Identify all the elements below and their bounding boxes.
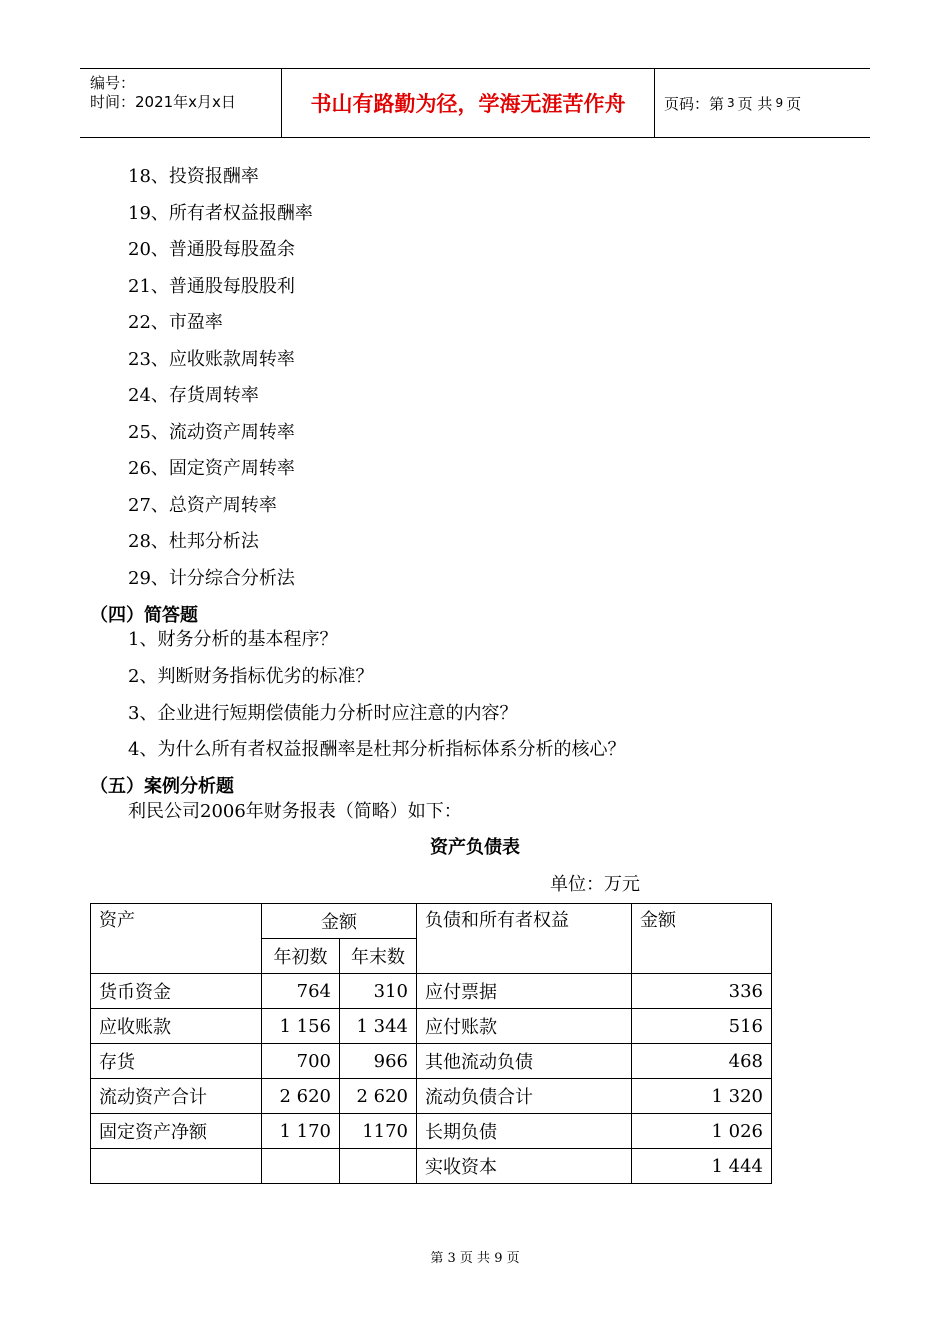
cell-liability: 流动负债合计 — [417, 1079, 632, 1114]
page-prefix: 页码：第 — [664, 94, 725, 113]
header-motto: 书山有路勤为径，学海无涯苦作舟 — [282, 69, 655, 137]
cell-end: 966 — [340, 1044, 417, 1079]
case-intro: 利民公司2006年财务报表（简略）如下： — [128, 801, 462, 822]
section-heading-short-answer: （四）简答题 — [90, 605, 198, 626]
cell-liability: 实收资本 — [417, 1149, 632, 1184]
cell-amount: 1 320 — [632, 1079, 772, 1114]
term-item: 23、应收账款周转率 — [128, 349, 295, 370]
table-row — [91, 1044, 772, 1079]
term-item: 19、所有者权益报酬率 — [128, 203, 313, 224]
cell-liability: 应付账款 — [417, 1009, 632, 1044]
term-item: 28、杜邦分析法 — [128, 531, 259, 552]
question-item: 3、企业进行短期偿债能力分析时应注意的内容？ — [128, 703, 518, 724]
cell-begin: 764 — [262, 974, 340, 1009]
cell-end: 2 620 — [340, 1079, 417, 1114]
time-label: 时间：2021年x月x日 — [90, 93, 236, 111]
question-item: 1、财务分析的基本程序？ — [128, 629, 338, 650]
cell-asset: 流动资产合计 — [91, 1079, 262, 1114]
page-header — [80, 68, 870, 138]
table-row — [91, 974, 772, 1009]
cell-begin: 2 620 — [262, 1079, 340, 1114]
page-mid: 页 共 — [737, 94, 773, 113]
term-item: 21、普通股每股股利 — [128, 276, 295, 297]
cell-begin: 700 — [262, 1044, 340, 1079]
cell-asset: 固定资产净额 — [91, 1114, 262, 1149]
table-row — [91, 1149, 772, 1184]
question-item: 2、判断财务指标优劣的标准？ — [128, 666, 374, 687]
cell-asset — [91, 1149, 262, 1184]
balance-sheet-table — [90, 903, 772, 1184]
cell-amount: 1 026 — [632, 1114, 772, 1149]
term-item: 20、普通股每股盈余 — [128, 239, 295, 260]
term-item: 24、存货周转率 — [128, 385, 259, 406]
cell-end: 1 344 — [340, 1009, 417, 1044]
header-amount-right: 金额 — [632, 904, 772, 974]
page-current: 3 — [727, 96, 735, 110]
cell-liability: 应付票据 — [417, 974, 632, 1009]
cell-begin: 1 156 — [262, 1009, 340, 1044]
term-item: 26、固定资产周转率 — [128, 458, 295, 479]
page-suffix: 页 — [786, 94, 802, 113]
table-title: 资产负债表 — [430, 837, 520, 858]
cell-liability: 其他流动负债 — [417, 1044, 632, 1079]
table-row — [91, 1114, 772, 1149]
cell-begin: 1 170 — [262, 1114, 340, 1149]
unit-label: 单位：万元 — [550, 874, 640, 895]
table-row — [91, 1079, 772, 1114]
cell-begin — [262, 1149, 340, 1184]
header-amount: 金额 — [262, 904, 417, 939]
page-total: 9 — [775, 96, 784, 110]
cell-amount: 1 444 — [632, 1149, 772, 1184]
cell-end — [340, 1149, 417, 1184]
term-item: 22、市盈率 — [128, 312, 223, 333]
page-footer: 第 3 页 共 9 页 — [430, 1251, 520, 1266]
header-meta — [80, 69, 282, 137]
cell-asset: 货币资金 — [91, 974, 262, 1009]
cell-liability: 长期负债 — [417, 1114, 632, 1149]
table-header-row — [91, 904, 772, 939]
section-heading-case-analysis: （五）案例分析题 — [90, 776, 234, 797]
header-begin: 年初数 — [262, 939, 340, 974]
cell-amount: 516 — [632, 1009, 772, 1044]
header-liabilities: 负债和所有者权益 — [417, 904, 632, 974]
term-item: 18、投资报酬率 — [128, 166, 259, 187]
cell-asset: 应收账款 — [91, 1009, 262, 1044]
cell-amount: 468 — [632, 1044, 772, 1079]
header-end: 年末数 — [340, 939, 417, 974]
table-row — [91, 1009, 772, 1044]
cell-amount: 336 — [632, 974, 772, 1009]
cell-asset: 存货 — [91, 1044, 262, 1079]
code-label: 编号： — [90, 74, 136, 92]
header-page-number — [664, 69, 801, 137]
term-item: 29、计分综合分析法 — [128, 568, 295, 589]
cell-end: 310 — [340, 974, 417, 1009]
term-item: 27、总资产周转率 — [128, 495, 277, 516]
cell-end: 1170 — [340, 1114, 417, 1149]
header-assets: 资产 — [91, 904, 262, 974]
question-item: 4、为什么所有者权益报酬率是杜邦分析指标体系分析的核心？ — [128, 739, 626, 760]
term-item: 25、流动资产周转率 — [128, 422, 295, 443]
